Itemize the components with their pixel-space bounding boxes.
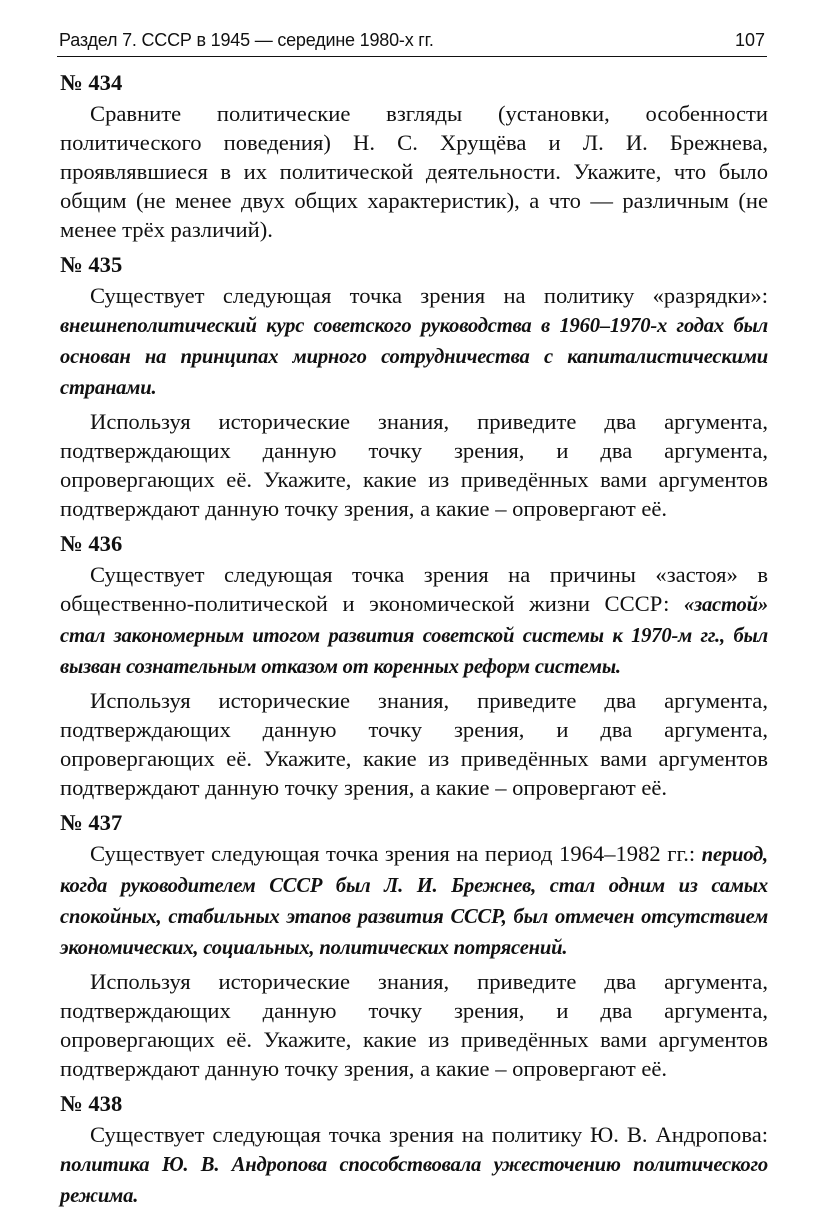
running-head [57,28,767,57]
task-number: № 435 [60,252,123,277]
task-question: Используя исторические знания, приведите два аргумента, подтверждающих данную точку зрения, и два аргумента, опровергающих её. Укажите, какие из приведённых вами аргументов подтверждают данную точку зрения, а какие – опровергают её. [60,688,768,800]
section-title: Раздел 7. СССР в 1945 — середине 1980-х гг. [59,30,434,50]
task-statement [60,560,768,682]
task-thesis: внешнеполитический курс советского руководства в 1960–1970-х годах был основан на принципах мирного сотрудничества с капиталистическими странами. [60,315,768,399]
task-thesis: период, когда руководителем СССР был Л. И. Брежнев, стал одним из самых спокойных, стабильных этапов развития СССР, был отмечен отсутствием экономических, социальных, политических потрясений. [60,844,768,959]
task-435 [60,250,768,523]
task-number: № 436 [60,531,123,556]
task-437 [60,808,768,1083]
task-436 [60,529,768,802]
task-intro: Существует следующая точка зрения на причины «застоя» в общественно-политической и экономической жизни СССР: [60,562,768,616]
page-content [60,68,768,1217]
task-thesis: «застой» стал закономерным итогом развития советской системы к 1970-м гг., был вызван сознательным отказом от коренных реформ системы. [60,594,768,678]
task-question: Используя исторические знания, приведите два аргумента, подтверждающих данную точку зрения, и два аргумента, опровергающих её. Укажите, какие из приведённых вами аргументов подтверждают данную точку зрения, а какие – опровергают её. [60,409,768,521]
task-intro: Сравните политические взгляды (установки, особенности политического поведения) Н. С. Хрущёва и Л. И. Брежнева, проявлявшиеся в их политической деятельности. Укажите, что было общим (не менее двух общих характеристик), а что — различным (не менее трёх различий). [60,101,768,242]
task-number: № 434 [60,70,123,95]
task-number: № 438 [60,1091,123,1116]
task-intro: Существует следующая точка зрения на политику «разрядки»: [90,283,768,308]
task-intro: Существует следующая точка зрения на период 1964–1982 гг.: [90,841,702,866]
task-thesis: политика Ю. В. Андропова способствовала ужесточению политического режима. [60,1154,768,1207]
task-statement [60,281,768,403]
task-statement [60,1120,768,1211]
task-intro: Существует следующая точка зрения на политику Ю. В. Андропова: [90,1122,768,1147]
task-statement [60,839,768,963]
task-number: № 437 [60,810,123,835]
task-question: Используя исторические знания, приведите два аргумента, подтверждающих данную точку зрения, и два аргумента, опровергающих её. Укажите, какие из приведённых вами аргументов подтверждают данную точку зрения, а какие – опровергают её. [60,969,768,1081]
task-438 [60,1089,768,1211]
task-text [60,99,768,244]
task-434 [60,68,768,244]
page-number: 107 [734,30,765,50]
